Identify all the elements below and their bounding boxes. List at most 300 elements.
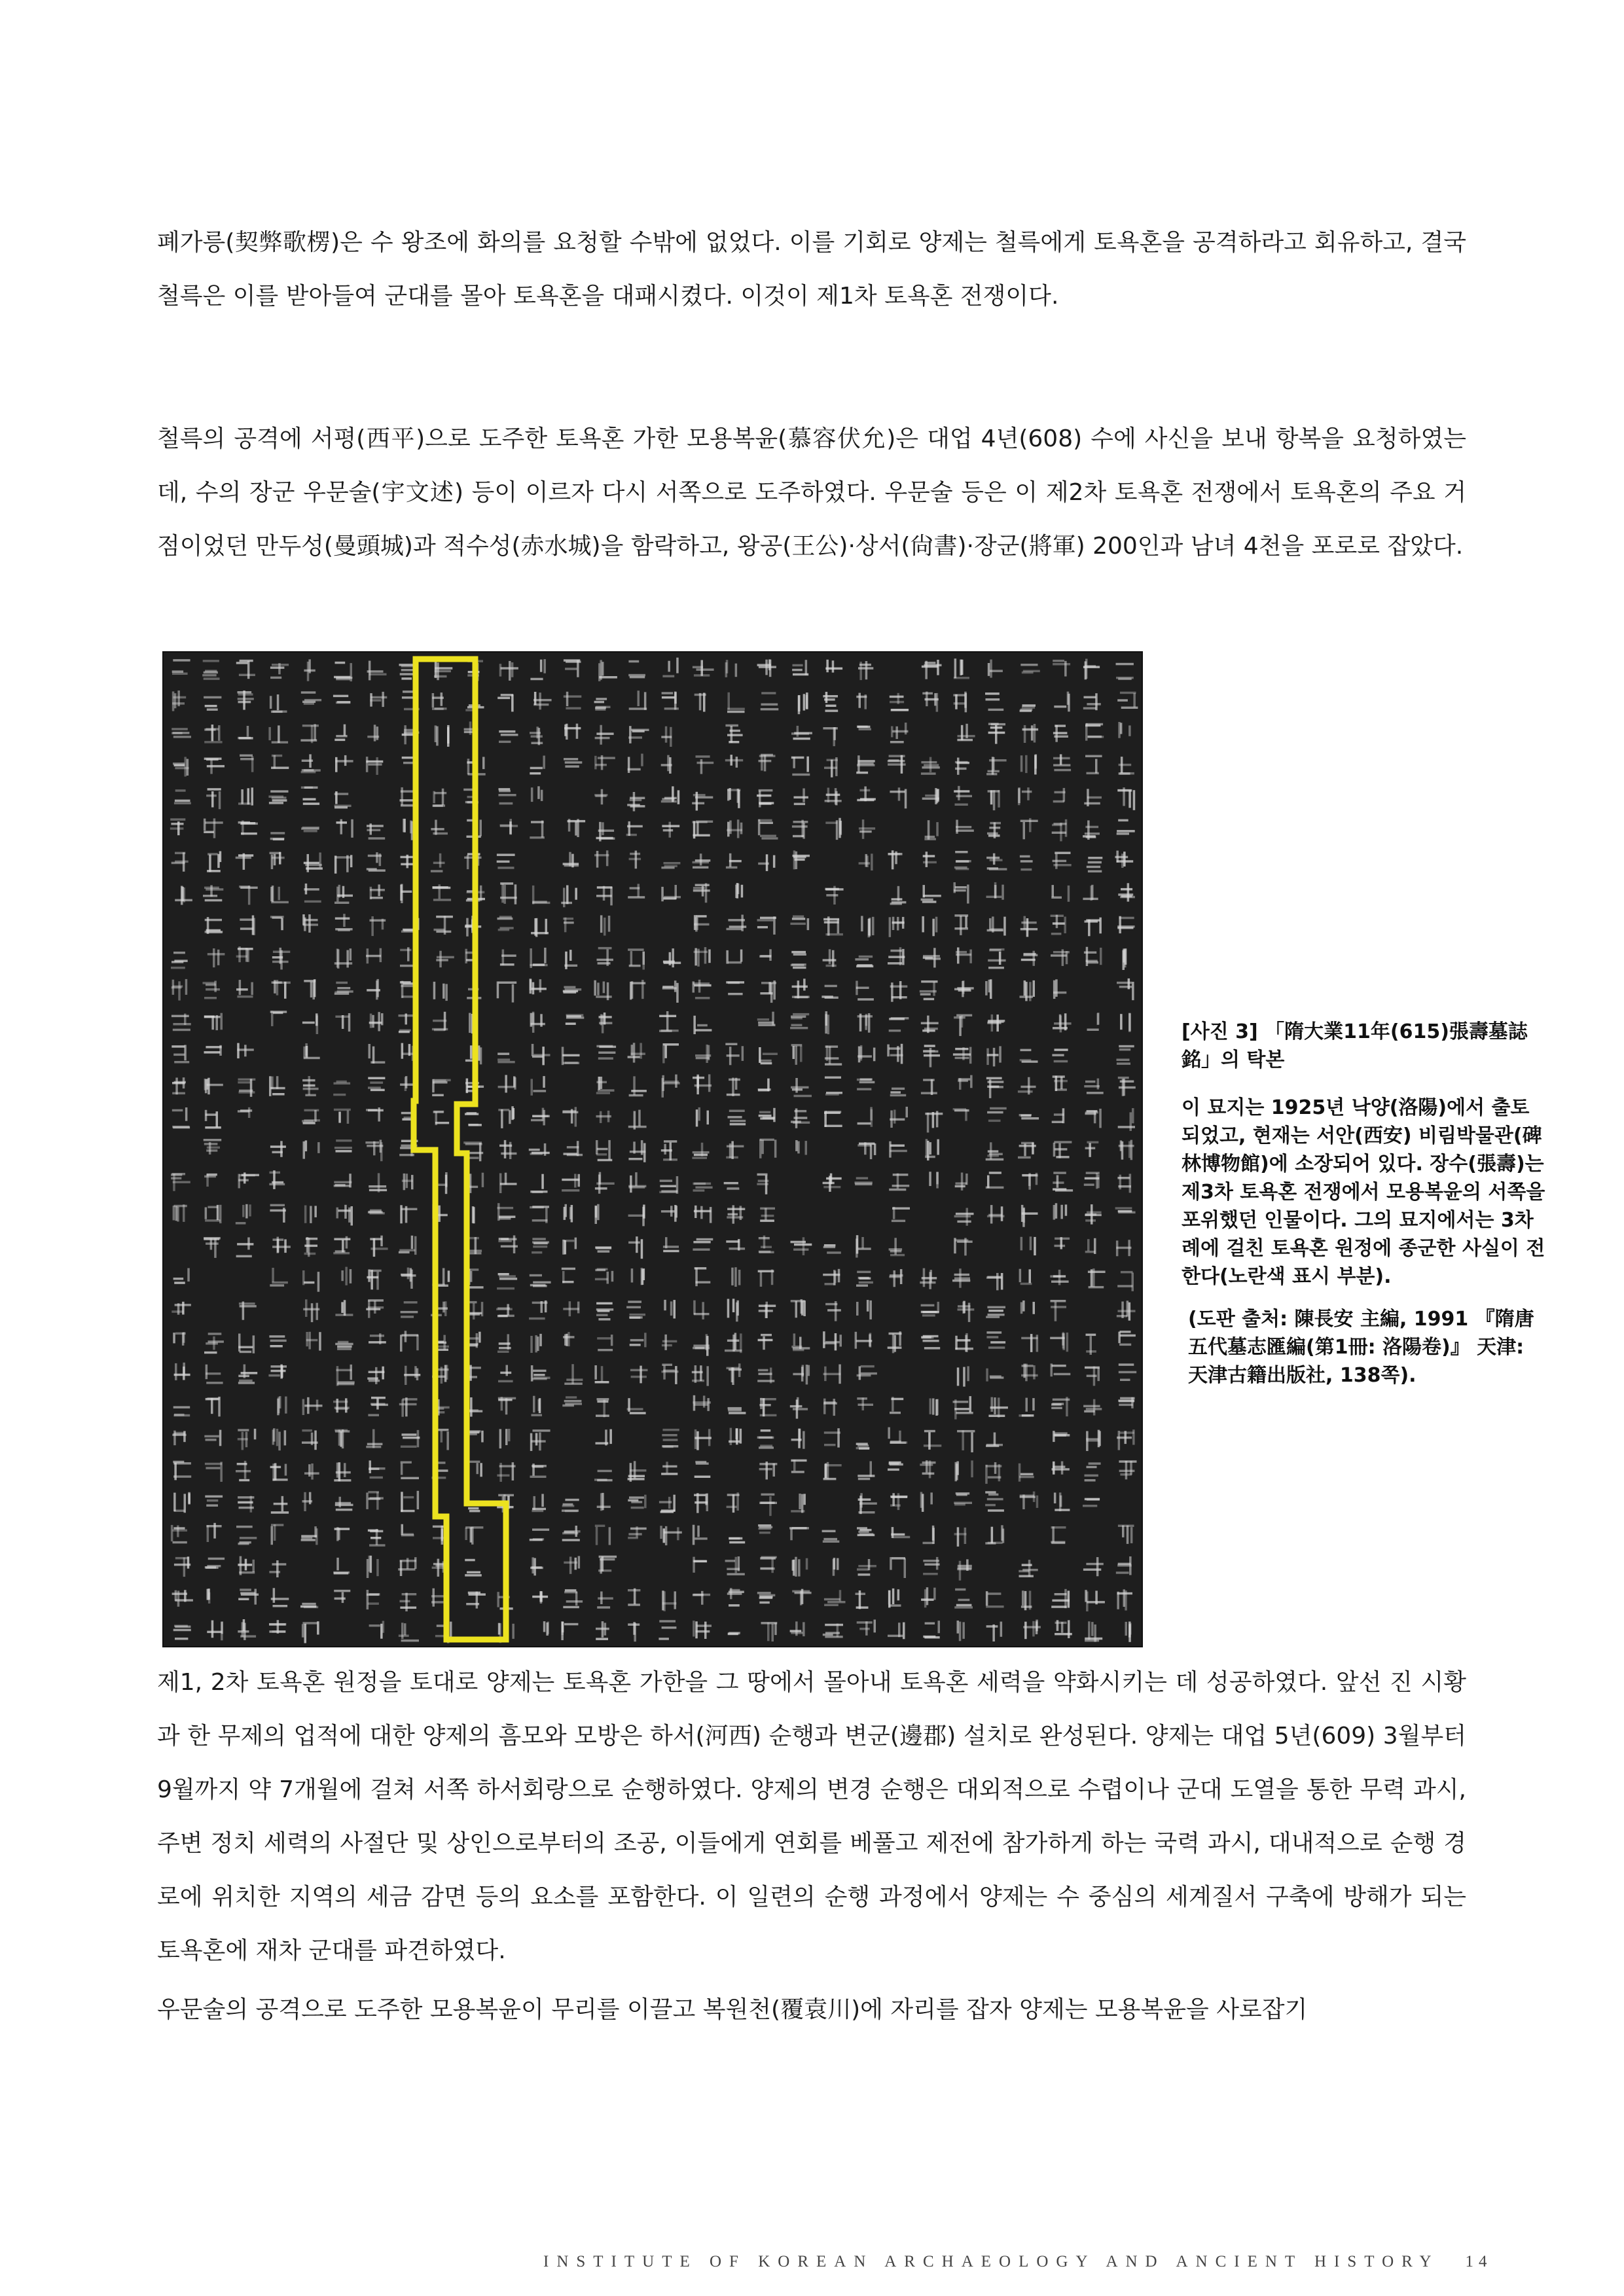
glyph-stroke: [695, 1621, 698, 1638]
glyph-stroke: [861, 1365, 875, 1368]
glyph-stroke: [664, 1140, 677, 1143]
glyph-stroke: [307, 662, 310, 681]
glyph-stroke: [904, 1558, 907, 1578]
glyph-stroke: [1068, 1590, 1070, 1607]
glyph-stroke: [936, 822, 939, 836]
glyph-stroke: [953, 694, 965, 696]
glyph-stroke: [799, 1494, 801, 1509]
glyph-stroke: [272, 1563, 287, 1566]
glyph-stroke: [470, 1527, 473, 1542]
glyph-stroke: [1023, 822, 1026, 839]
glyph-stroke: [954, 1215, 971, 1218]
glyph-stroke: [986, 896, 1002, 899]
glyph-stroke: [889, 1018, 905, 1020]
glyph-stroke: [304, 1245, 317, 1247]
glyph-stroke: [1132, 982, 1134, 1000]
glyph-stroke: [319, 853, 321, 868]
glyph-stroke: [204, 997, 217, 999]
glyph-stroke: [1055, 1509, 1070, 1511]
glyph-stroke: [1018, 787, 1020, 803]
glyph-stroke: [333, 695, 348, 698]
glyph-stroke: [436, 959, 448, 961]
glyph-stroke: [707, 1398, 710, 1411]
glyph-stroke: [337, 701, 350, 704]
glyph-stroke: [442, 984, 445, 999]
glyph-stroke: [1025, 755, 1028, 773]
glyph-stroke: [596, 1414, 609, 1417]
glyph-stroke: [793, 1560, 795, 1576]
glyph-stroke: [597, 1148, 608, 1151]
glyph-stroke: [272, 664, 289, 666]
glyph-stroke: [924, 1045, 935, 1047]
glyph-stroke: [577, 660, 579, 677]
glyph-stroke: [563, 1606, 579, 1609]
glyph-stroke: [1119, 764, 1132, 766]
caption-body: 이 묘지는 1925년 낙양(洛陽)에서 출토되었고, 현재는 서안(西安) 비림박물관(碑林博物館)에 소장되어 있다. 장수(張壽)는 제3차 토욕혼 전쟁에서 모용복윤의 서쪽을 포위했던 인물이다. 그의 묘지에서는 3차례에 걸친 토욕혼 원정에 종군한 사실이 전한다(노란색 표시 부분).: [1182, 1096, 1545, 1288]
glyph-stroke: [497, 861, 510, 863]
glyph-stroke: [761, 1429, 771, 1432]
glyph-stroke: [1117, 1177, 1130, 1179]
glyph-stroke: [890, 1091, 901, 1094]
glyph-stroke: [366, 1308, 380, 1311]
glyph-stroke: [662, 1371, 679, 1373]
glyph-stroke: [757, 1592, 771, 1594]
glyph-stroke: [608, 1140, 611, 1160]
glyph-stroke: [575, 1107, 577, 1126]
glyph-stroke: [533, 1370, 546, 1372]
glyph-stroke: [660, 1185, 676, 1188]
glyph-stroke: [859, 664, 871, 666]
glyph-stroke: [729, 821, 732, 834]
glyph-stroke: [306, 867, 323, 870]
glyph-stroke: [173, 1054, 185, 1056]
glyph-stroke: [760, 1398, 776, 1401]
glyph-stroke: [791, 1017, 802, 1020]
glyph-stroke: [938, 1621, 941, 1633]
glyph-stroke: [659, 1015, 676, 1018]
glyph-stroke: [644, 1495, 647, 1509]
glyph-stroke: [172, 1173, 186, 1175]
glyph-stroke: [859, 827, 875, 830]
glyph-stroke: [901, 755, 903, 774]
glyph-stroke: [577, 1141, 579, 1156]
glyph-stroke: [890, 791, 905, 793]
glyph-stroke: [922, 1473, 935, 1475]
glyph-stroke: [348, 1208, 351, 1223]
glyph-stroke: [924, 1430, 935, 1433]
glyph-stroke: [278, 887, 281, 901]
glyph-stroke: [661, 764, 672, 766]
glyph-stroke: [1053, 1172, 1066, 1174]
glyph-stroke: [892, 922, 905, 924]
glyph-stroke: [177, 821, 180, 835]
paragraph-3: 제1, 2차 토욕혼 원정을 토대로 양제는 토욕혼 가한을 그 땅에서 몰아내 토욕혼 세력을 약화시키는 데 성공하였다. 앞선 진 시황과 한 무제의 업적에 대한 양제의 흠모와 모방은 하서(河西) 순행과 변군(邊郡) 설치로 완성된다. 양제는 대업 5년(609) 3월부터 9월까지 약 7개월에 걸쳐 서쪽 하서회랑으로 순행하였다. 양제의 변경 순행은 대외적으로 수렵이나 군대 도열을 통한 무력 과시, 주변 정치 세력의 사절단 및 상인으로부터의 조공, 이들에게 연회를 베풀고 제전에 참가하게 하는 국력 과시, 대내적으로 순행 경로에 위치한 지역의 세금 감면 등의 요소를 포함한다. 이 일련의 순행 과정에서 양제는 수 중심의 세계질서 구축에 방해가 되는 토욕혼에 재차 군대를 파견하였다.: [157, 1669, 1466, 1964]
glyph-stroke: [729, 925, 747, 928]
glyph-stroke: [826, 888, 844, 891]
glyph-stroke: [175, 1557, 189, 1560]
glyph-stroke: [173, 1629, 191, 1632]
glyph-stroke: [628, 1478, 645, 1480]
glyph-stroke: [370, 1210, 382, 1212]
glyph-stroke: [761, 708, 779, 711]
glyph-stroke: [1067, 692, 1070, 705]
glyph-stroke: [831, 760, 833, 778]
glyph-stroke: [987, 1111, 1003, 1114]
glyph-stroke: [759, 802, 774, 804]
glyph-stroke: [564, 758, 578, 761]
rubbing-svg: [164, 653, 1142, 1646]
glyph-stroke: [1052, 1600, 1070, 1602]
glyph-stroke: [965, 1174, 968, 1185]
glyph-stroke: [270, 696, 272, 709]
glyph-stroke: [501, 884, 504, 903]
glyph-stroke: [757, 1174, 768, 1176]
glyph-stroke: [929, 757, 932, 772]
glyph-stroke: [531, 932, 549, 935]
glyph-stroke: [826, 660, 829, 672]
glyph-stroke: [1128, 725, 1131, 736]
glyph-stroke: [1055, 725, 1066, 727]
glyph-stroke: [336, 982, 348, 984]
glyph-stroke: [253, 918, 255, 935]
glyph-stroke: [468, 1507, 478, 1510]
glyph-stroke: [530, 772, 541, 775]
glyph-stroke: [1035, 754, 1038, 768]
glyph-stroke: [791, 963, 806, 966]
glyph-stroke: [771, 1558, 774, 1573]
glyph-stroke: [240, 1635, 256, 1638]
glyph-stroke: [372, 1429, 375, 1448]
glyph-stroke: [735, 885, 738, 898]
glyph-stroke: [276, 1429, 279, 1446]
glyph-stroke: [532, 1465, 547, 1467]
glyph-stroke: [955, 1588, 965, 1591]
glyph-stroke: [988, 1150, 999, 1153]
glyph-stroke: [825, 997, 839, 999]
glyph-stroke: [237, 996, 253, 998]
glyph-stroke: [206, 1372, 221, 1375]
glyph-stroke: [533, 1090, 546, 1092]
glyph-stroke: [806, 1558, 808, 1570]
glyph-stroke: [1087, 1141, 1098, 1144]
glyph-stroke: [439, 884, 441, 899]
glyph-stroke: [1020, 820, 1038, 823]
glyph-stroke: [925, 836, 935, 838]
glyph-stroke: [628, 736, 642, 739]
glyph-stroke: [433, 899, 451, 901]
glyph-stroke: [663, 1591, 666, 1611]
glyph-stroke: [447, 725, 450, 744]
glyph-stroke: [631, 1501, 642, 1503]
glyph-stroke: [1019, 1114, 1032, 1117]
glyph-stroke: [791, 1471, 804, 1473]
glyph-stroke: [735, 1428, 738, 1439]
glyph-stroke: [988, 967, 1004, 969]
glyph-stroke: [336, 678, 350, 681]
glyph-stroke: [1115, 1207, 1132, 1210]
glyph-stroke: [533, 1282, 550, 1284]
glyph-stroke: [856, 1177, 868, 1179]
glyph-stroke: [930, 1270, 933, 1282]
glyph-stroke: [956, 1339, 970, 1342]
glyph-stroke: [416, 1335, 419, 1350]
glyph-stroke: [704, 1622, 707, 1639]
glyph-stroke: [578, 1556, 581, 1568]
glyph-stroke: [1060, 1205, 1063, 1219]
glyph-stroke: [272, 1093, 285, 1096]
glyph-stroke: [470, 1271, 473, 1282]
glyph-stroke: [808, 1365, 810, 1376]
glyph-stroke: [725, 759, 743, 762]
glyph-stroke: [757, 926, 768, 929]
glyph-stroke: [532, 1510, 543, 1513]
glyph-stroke: [238, 1174, 241, 1189]
glyph-stroke: [448, 1270, 450, 1282]
glyph-stroke: [1098, 1431, 1101, 1446]
glyph-stroke: [992, 757, 995, 770]
glyph-stroke: [631, 981, 634, 999]
glyph-stroke: [205, 821, 223, 824]
glyph-stroke: [890, 1557, 892, 1570]
glyph-stroke: [204, 1051, 221, 1054]
glyph-stroke: [1053, 1205, 1056, 1220]
glyph-stroke: [629, 1094, 643, 1097]
glyph-stroke: [1022, 1414, 1034, 1417]
glyph-stroke: [403, 1174, 406, 1190]
glyph-stroke: [633, 792, 636, 812]
glyph-stroke: [1028, 1077, 1030, 1095]
glyph-stroke: [340, 819, 343, 834]
glyph-stroke: [206, 1504, 218, 1507]
glyph-stroke: [758, 1088, 771, 1091]
glyph-stroke: [857, 1122, 871, 1125]
glyph-stroke: [892, 1588, 895, 1604]
glyph-stroke: [219, 791, 221, 809]
glyph-stroke: [1060, 1077, 1063, 1089]
glyph-stroke: [402, 1433, 417, 1436]
glyph-stroke: [500, 1183, 517, 1185]
glyph-stroke: [351, 1206, 353, 1226]
glyph-stroke: [565, 1499, 579, 1501]
glyph-stroke: [856, 1235, 859, 1253]
glyph-stroke: [1064, 917, 1066, 934]
glyph-stroke: [1020, 1302, 1023, 1314]
glyph-stroke: [660, 1526, 662, 1539]
glyph-stroke: [1019, 1269, 1022, 1282]
glyph-stroke: [971, 1460, 973, 1477]
glyph-stroke: [923, 1542, 934, 1545]
glyph-stroke: [956, 860, 971, 863]
glyph-stroke: [1025, 982, 1028, 1001]
glyph-stroke: [706, 1045, 708, 1063]
glyph-stroke: [871, 1109, 873, 1127]
glyph-stroke: [792, 918, 805, 920]
glyph-stroke: [569, 950, 572, 961]
glyph-stroke: [446, 1365, 448, 1380]
glyph-stroke: [365, 1141, 379, 1144]
glyph-stroke: [990, 1341, 1005, 1344]
glyph-stroke: [1022, 1494, 1025, 1509]
glyph-stroke: [405, 1366, 407, 1385]
glyph-stroke: [927, 1113, 929, 1133]
glyph-stroke: [923, 885, 926, 897]
glyph-stroke: [728, 919, 745, 922]
glyph-stroke: [399, 1635, 409, 1638]
glyph-stroke: [987, 1086, 999, 1088]
glyph-stroke: [172, 670, 183, 673]
glyph-stroke: [862, 819, 865, 839]
glyph-stroke: [303, 1088, 319, 1090]
glyph-stroke: [1128, 1240, 1130, 1256]
glyph-stroke: [830, 1174, 833, 1185]
glyph-stroke: [925, 698, 939, 701]
glyph-stroke: [726, 1240, 739, 1243]
glyph-stroke: [217, 854, 220, 868]
glyph-stroke: [961, 1173, 964, 1191]
glyph-stroke: [207, 1631, 222, 1634]
glyph-stroke: [825, 1624, 843, 1626]
glyph-stroke: [565, 952, 568, 969]
glyph-stroke: [994, 1462, 997, 1474]
glyph-stroke: [832, 660, 835, 672]
glyph-stroke: [728, 1407, 742, 1410]
glyph-stroke: [602, 822, 604, 835]
glyph-stroke: [1056, 915, 1058, 929]
glyph-stroke: [898, 787, 901, 800]
glyph-stroke: [236, 988, 248, 991]
glyph-stroke: [708, 950, 711, 963]
glyph-stroke: [732, 1299, 735, 1312]
glyph-stroke: [206, 1079, 209, 1089]
glyph-stroke: [763, 1053, 778, 1056]
glyph-stroke: [598, 757, 615, 759]
glyph-stroke: [1133, 693, 1136, 708]
glyph-stroke: [270, 1087, 285, 1090]
glyph-stroke: [890, 903, 902, 905]
glyph-stroke: [505, 1429, 508, 1445]
glyph-stroke: [763, 1398, 765, 1416]
glyph-stroke: [432, 708, 444, 710]
glyph-stroke: [174, 1205, 187, 1208]
rubbing-glyphs: [170, 658, 1138, 1643]
glyph-stroke: [957, 758, 960, 775]
glyph-stroke: [369, 1185, 386, 1188]
glyph-stroke: [870, 1145, 873, 1159]
glyph-stroke: [374, 725, 376, 741]
glyph-stroke: [368, 1086, 381, 1089]
glyph-stroke: [954, 658, 957, 678]
glyph-stroke: [631, 1090, 647, 1092]
glyph-stroke: [763, 1336, 765, 1350]
glyph-stroke: [955, 886, 967, 889]
glyph-stroke: [1028, 1173, 1031, 1189]
glyph-stroke: [240, 1305, 257, 1308]
glyph-stroke: [369, 1044, 371, 1058]
glyph-stroke: [764, 755, 767, 771]
glyph-stroke: [435, 667, 452, 670]
glyph-stroke: [561, 902, 572, 905]
glyph-stroke: [793, 967, 806, 969]
glyph-stroke: [498, 1494, 514, 1497]
glyph-stroke: [314, 1431, 317, 1450]
glyph-stroke: [839, 1365, 841, 1384]
glyph-stroke: [1032, 1143, 1034, 1155]
glyph-stroke: [242, 1432, 244, 1450]
glyph-stroke: [630, 951, 633, 965]
glyph-stroke: [598, 1470, 612, 1473]
glyph-stroke: [998, 1464, 1001, 1481]
glyph-stroke: [1032, 1621, 1035, 1637]
glyph-stroke: [700, 759, 703, 774]
glyph-stroke: [1052, 1121, 1063, 1124]
glyph-stroke: [301, 1539, 316, 1541]
glyph-stroke: [956, 954, 971, 956]
glyph-stroke: [890, 1412, 901, 1414]
glyph-stroke: [370, 1335, 384, 1337]
glyph-stroke: [303, 802, 319, 805]
glyph-stroke: [732, 1367, 734, 1385]
glyph-stroke: [594, 701, 604, 704]
glyph-stroke: [953, 1401, 969, 1403]
glyph-stroke: [376, 1399, 379, 1410]
glyph-stroke: [676, 658, 679, 673]
glyph-stroke: [335, 856, 351, 859]
glyph-stroke: [922, 1336, 933, 1339]
glyph-stroke: [1030, 1236, 1032, 1250]
glyph-stroke: [794, 797, 808, 799]
glyph-stroke: [1088, 1621, 1091, 1640]
glyph-stroke: [597, 1337, 611, 1340]
glyph-stroke: [445, 1175, 448, 1194]
glyph-stroke: [955, 1057, 969, 1060]
glyph-stroke: [662, 1340, 677, 1343]
glyph-stroke: [1055, 979, 1058, 997]
glyph-stroke: [174, 693, 177, 708]
glyph-stroke: [183, 852, 185, 871]
glyph-stroke: [301, 787, 313, 789]
glyph-stroke: [239, 737, 253, 740]
glyph-stroke: [482, 757, 485, 769]
glyph-stroke: [532, 1044, 534, 1056]
glyph-stroke: [177, 1303, 180, 1315]
glyph-stroke: [219, 1205, 222, 1223]
glyph-stroke: [1020, 860, 1033, 863]
glyph-stroke: [729, 1079, 740, 1081]
glyph-stroke: [248, 1107, 251, 1118]
glyph-stroke: [964, 1528, 967, 1544]
glyph-stroke: [1123, 1589, 1126, 1607]
glyph-stroke: [562, 1405, 574, 1407]
glyph-stroke: [316, 1013, 318, 1026]
glyph-stroke: [628, 1300, 641, 1303]
glyph-stroke: [693, 1557, 695, 1573]
glyph-stroke: [695, 1267, 707, 1270]
glyph-stroke: [563, 1503, 573, 1506]
glyph-stroke: [727, 708, 745, 710]
glyph-stroke: [833, 1399, 836, 1416]
glyph-stroke: [213, 818, 216, 838]
glyph-stroke: [240, 1588, 251, 1591]
caption-source: (도판 출처: 陳長安 主編, 1991 『隋唐五代墓志匯編(第1冊: 洛陽卷)』 天津: 天津古籍出版社, 138쪽).: [1188, 1308, 1534, 1387]
glyph-stroke: [1020, 709, 1033, 711]
glyph-stroke: [1130, 1461, 1132, 1475]
paragraph-4: 우문술의 공격으로 도주한 모용복윤이 무리를 이끌고 복원천(覆袁川)에 자리를 잡자 양제는 모용복윤을 사로잡기: [157, 1996, 1308, 2023]
glyph-stroke: [403, 1534, 414, 1536]
glyph-stroke: [662, 1602, 677, 1605]
glyph-stroke: [497, 867, 514, 869]
glyph-stroke: [1029, 1591, 1032, 1610]
glyph-stroke: [366, 1493, 369, 1509]
